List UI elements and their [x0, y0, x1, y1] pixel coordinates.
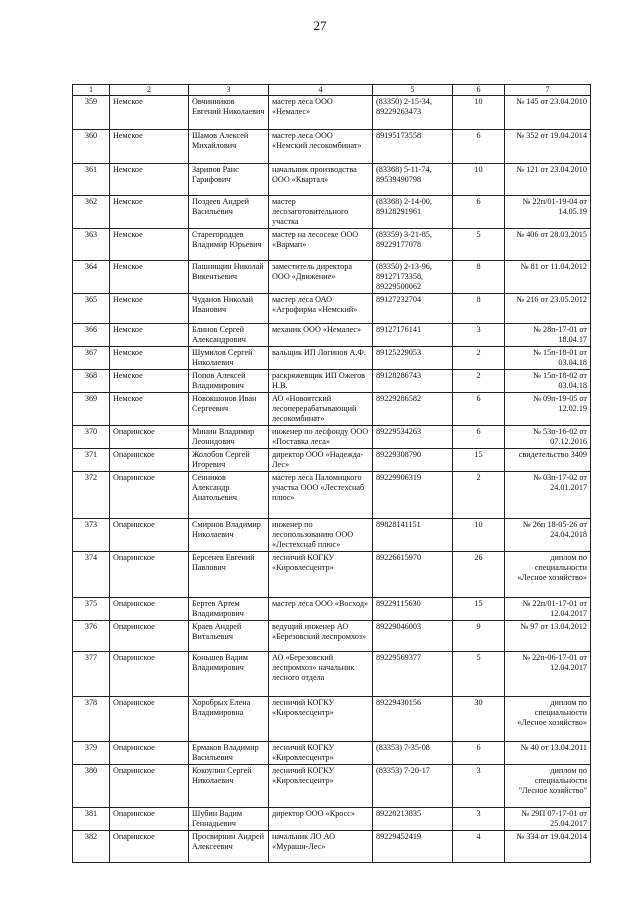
phone-cell: (83359) 3-21-85, 89229177078 [373, 228, 453, 260]
forestry-name-cell: Опаринское [110, 696, 189, 741]
table-row [73, 195, 591, 228]
position-employer-cell: мастер лесозаготовительного участка [269, 195, 373, 228]
position-employer-cell: директор ООО «Надежда-Лес» [269, 448, 373, 471]
person-name-cell: Берсенев Евгений Павлович [189, 551, 269, 597]
certificate-cell: № 216 от 23.05.2012 [505, 293, 591, 323]
person-name-cell: Краев Андрей Витальевич [189, 620, 269, 651]
person-name-cell: Шубин Вадим Геннадьевич [189, 807, 269, 830]
experience-years-cell: 4 [453, 830, 505, 862]
phone-cell: (83350) 2-13-96, 89127173358, 89229500062 [373, 260, 453, 293]
forestry-name-cell: Немское [110, 163, 189, 195]
certificate-cell: № 97 от 13.04.2012 [505, 620, 591, 651]
position-employer-cell: АО «Новоятский лесоперерабатывающий лесокомбинат» [269, 392, 373, 425]
position-employer-cell: директор ООО «Кросс» [269, 807, 373, 830]
forestry-name-cell: Немское [110, 323, 189, 346]
row-number-cell: 363 [73, 228, 110, 260]
experience-years-cell: 2 [453, 369, 505, 392]
forestry-name-cell: Опаринское [110, 620, 189, 651]
phone-cell: 89127232704 [373, 293, 453, 323]
certificate-cell: № 26п 18-05-26 от 24.04.2018 [505, 518, 591, 551]
column-header: 2 [110, 85, 189, 96]
person-name-cell: Шумилов Сергей Николаевич [189, 346, 269, 369]
certificate-cell: № 03п-17-02 от 24.01.2017 [505, 471, 591, 518]
forestry-name-cell: Опаринское [110, 597, 189, 620]
position-employer-cell: мастер леса ООО «Немалес» [269, 95, 373, 129]
certificate-cell: № 09п-19-05 от 12.02.19 [505, 392, 591, 425]
table-row [73, 260, 591, 293]
forestry-name-cell: Опаринское [110, 807, 189, 830]
person-name-cell: Новокшонов Иван Сергеевич [189, 392, 269, 425]
column-header: 4 [269, 85, 373, 96]
position-employer-cell: лесничий КОГКУ «Кировлесцентр» [269, 696, 373, 741]
position-employer-cell: вальщик ИП Логинов А.Ф. [269, 346, 373, 369]
certificate-cell: диплом по специальности «Лесное хозяйство» [505, 551, 591, 597]
position-employer-cell: мастер леса ОАО «Агрофирма «Немский» [269, 293, 373, 323]
experience-years-cell: 2 [453, 346, 505, 369]
table-row [73, 323, 591, 346]
table-row [73, 651, 591, 696]
column-header: 5 [373, 85, 453, 96]
person-name-cell: Поздеев Андрей Васильевич [189, 195, 269, 228]
table-row [73, 129, 591, 163]
experience-years-cell: 10 [453, 163, 505, 195]
forestry-name-cell: Опаринское [110, 551, 189, 597]
experience-years-cell: 15 [453, 597, 505, 620]
position-employer-cell: лесничий КОГКУ «Кировлесцентр» [269, 551, 373, 597]
position-employer-cell: начальник производства ООО «Квартал» [269, 163, 373, 195]
experience-years-cell: 3 [453, 323, 505, 346]
row-number-cell: 377 [73, 651, 110, 696]
certificate-cell: № 53п-16-02 от 07.12.2016 [505, 425, 591, 448]
experience-years-cell: 6 [453, 195, 505, 228]
forestry-name-cell: Немское [110, 369, 189, 392]
phone-cell: 89828141151 [373, 518, 453, 551]
column-header: 1 [73, 85, 110, 96]
certificate-cell: № 406 от 28.03.2015 [505, 228, 591, 260]
position-employer-cell: мастер леса ООО «Восход» [269, 597, 373, 620]
person-name-cell: Ермаков Владимир Васильевич [189, 741, 269, 764]
forestry-name-cell: Опаринское [110, 518, 189, 551]
table-row [73, 741, 591, 764]
forestry-name-cell: Опаринское [110, 741, 189, 764]
experience-years-cell: 5 [453, 651, 505, 696]
position-employer-cell: мастер леса ООО «Немский лесокомбинат» [269, 129, 373, 163]
row-number-cell: 364 [73, 260, 110, 293]
forestry-name-cell: Опаринское [110, 471, 189, 518]
certificate-cell: № 81 от 11.04.2012 [505, 260, 591, 293]
certificate-cell: № 28п-17-01 от 18.04.17 [505, 323, 591, 346]
forestry-name-cell: Опаринское [110, 764, 189, 807]
table-row [73, 95, 591, 129]
experience-years-cell: 6 [453, 425, 505, 448]
person-name-cell: Чуданов Николай Иванович [189, 293, 269, 323]
table-row [73, 425, 591, 448]
table-row [73, 228, 591, 260]
phone-cell: 89229115630 [373, 597, 453, 620]
forestry-name-cell: Опаринское [110, 830, 189, 862]
row-number-cell: 373 [73, 518, 110, 551]
person-name-cell: Попов Алексей Владимирович [189, 369, 269, 392]
phone-cell: (83350) 2-15-34, 89229263473 [373, 95, 453, 129]
person-name-cell: Зарипов Ранс Гарифович [189, 163, 269, 195]
page-number: 27 [313, 18, 327, 33]
certificate-cell: № 22п/01-17-01 от 12.04.2017 [505, 597, 591, 620]
row-number-cell: 380 [73, 764, 110, 807]
position-employer-cell: АО «Березовский леспромхоз» начальник лесного отдела [269, 651, 373, 696]
experience-years-cell: 10 [453, 95, 505, 129]
person-name-cell: Минин Владимир Леонидович [189, 425, 269, 448]
phone-cell: 89229308790 [373, 448, 453, 471]
person-name-cell: Коньшев Вадим Владимирович [189, 651, 269, 696]
phone-cell: 89226615970 [373, 551, 453, 597]
certificate-cell: № 22п-06-17-01 от 12.04.2017 [505, 651, 591, 696]
position-employer-cell: инженер по лесфонду ООО «Поставка леса» [269, 425, 373, 448]
phone-cell: 89220213835 [373, 807, 453, 830]
position-employer-cell: мастер на лесосеке ООО «Вармап» [269, 228, 373, 260]
phone-cell: 89128286743 [373, 369, 453, 392]
table-row [73, 471, 591, 518]
phone-cell: 89229046003 [373, 620, 453, 651]
forestry-name-cell: Немское [110, 260, 189, 293]
column-number-row [73, 85, 591, 96]
certificate-cell: № 145 от 23.04.2010 [505, 95, 591, 129]
phone-cell: 89229906319 [373, 471, 453, 518]
person-name-cell: Овчинников Евгений Николаевич [189, 95, 269, 129]
certificate-cell: свидетельство 3409 [505, 448, 591, 471]
row-number-cell: 368 [73, 369, 110, 392]
forestry-name-cell: Опаринское [110, 425, 189, 448]
position-employer-cell: раскряжевщик ИП Ожегов Н.В. [269, 369, 373, 392]
row-number-cell: 365 [73, 293, 110, 323]
experience-years-cell: 5 [453, 228, 505, 260]
experience-years-cell: 6 [453, 129, 505, 163]
position-employer-cell: инженер по лесопользованию ООО «Лестехснаб плюс» [269, 518, 373, 551]
person-name-cell: Жолобов Сергей Игоревич [189, 448, 269, 471]
row-number-cell: 382 [73, 830, 110, 862]
column-header: 7 [505, 85, 591, 96]
row-number-cell: 361 [73, 163, 110, 195]
experience-years-cell: 3 [453, 807, 505, 830]
person-name-cell: Хоробрых Елена Владимировна [189, 696, 269, 741]
certificate-cell: № 15п-18-01 от 03.04.18 [505, 346, 591, 369]
position-employer-cell: лесничий КОГКУ «Кировлесцентр» [269, 764, 373, 807]
person-name-cell: Смирнов Владимир Николаевич [189, 518, 269, 551]
row-number-cell: 362 [73, 195, 110, 228]
certificate-cell: № 15п-18-02 от 03.04.18 [505, 369, 591, 392]
table-row [73, 830, 591, 862]
forestry-name-cell: Немское [110, 346, 189, 369]
experience-years-cell: 10 [453, 518, 505, 551]
phone-cell: 89229430156 [373, 696, 453, 741]
forestry-name-cell: Немское [110, 129, 189, 163]
person-name-cell: Старегородцев Владимир Юрьевич [189, 228, 269, 260]
phone-cell: 89195173558 [373, 129, 453, 163]
phone-cell: 89127176141 [373, 323, 453, 346]
certificate-cell: № 334 от 19.04.2014 [505, 830, 591, 862]
experience-years-cell: 15 [453, 448, 505, 471]
table-row [73, 807, 591, 830]
row-number-cell: 381 [73, 807, 110, 830]
person-name-cell: Просвирнин Андрей Алексеевич [189, 830, 269, 862]
row-number-cell: 378 [73, 696, 110, 741]
certificate-cell: диплом по специальности "Лесное хозяйство" [505, 764, 591, 807]
position-employer-cell: начальник ЛО АО «Мураши-Лес» [269, 830, 373, 862]
table-row [73, 764, 591, 807]
table-row [73, 369, 591, 392]
certificate-cell: № 29П 07-17-01 от 25.04.2017 [505, 807, 591, 830]
experience-years-cell: 6 [453, 392, 505, 425]
experience-years-cell: 30 [453, 696, 505, 741]
position-employer-cell: лесничий КОГКУ «Кировлесцентр» [269, 741, 373, 764]
row-number-cell: 374 [73, 551, 110, 597]
forestry-name-cell: Немское [110, 195, 189, 228]
phone-cell: (83368) 5-11-74, 89539490798 [373, 163, 453, 195]
person-name-cell: Пашнищин Николай Викентьевич [189, 260, 269, 293]
certificate-cell: № 352 от 19.04.2014 [505, 129, 591, 163]
row-number-cell: 379 [73, 741, 110, 764]
experience-years-cell: 8 [453, 260, 505, 293]
row-number-cell: 360 [73, 129, 110, 163]
position-employer-cell: механик ООО «Немалес» [269, 323, 373, 346]
forestry-name-cell: Немское [110, 228, 189, 260]
column-header: 6 [453, 85, 505, 96]
row-number-cell: 359 [73, 95, 110, 129]
person-name-cell: Бертев Артем Владимирович [189, 597, 269, 620]
forestry-name-cell: Немское [110, 95, 189, 129]
experience-years-cell: 8 [453, 293, 505, 323]
table-row [73, 620, 591, 651]
forestry-name-cell: Немское [110, 293, 189, 323]
table-row [73, 696, 591, 741]
table-row [73, 346, 591, 369]
forester-registry-table [72, 84, 591, 863]
experience-years-cell: 26 [453, 551, 505, 597]
forestry-name-cell: Опаринское [110, 651, 189, 696]
phone-cell: 89229534263 [373, 425, 453, 448]
position-employer-cell: ведущий инженер АО «Березовский леспромхоз» [269, 620, 373, 651]
certificate-cell: диплом по специальности «Лесное хозяйство» [505, 696, 591, 741]
row-number-cell: 372 [73, 471, 110, 518]
forestry-name-cell: Немское [110, 392, 189, 425]
experience-years-cell: 6 [453, 741, 505, 764]
table-row [73, 551, 591, 597]
table-row [73, 392, 591, 425]
forestry-name-cell: Опаринское [110, 448, 189, 471]
table-row [73, 597, 591, 620]
phone-cell: 89229452419 [373, 830, 453, 862]
person-name-cell: Шамов Алексей Михайлович [189, 129, 269, 163]
certificate-cell: № 121 от 23.04.2010 [505, 163, 591, 195]
row-number-cell: 376 [73, 620, 110, 651]
phone-cell: (83353) 7-20-17 [373, 764, 453, 807]
phone-cell: 89125229053 [373, 346, 453, 369]
table-row [73, 518, 591, 551]
row-number-cell: 366 [73, 323, 110, 346]
phone-cell: (83353) 7-35-08 [373, 741, 453, 764]
phone-cell: 89229286582 [373, 392, 453, 425]
certificate-cell: № 22п/01-19-04 от 14.05.19 [505, 195, 591, 228]
person-name-cell: Кокоулин Сергей Николаевич [189, 764, 269, 807]
row-number-cell: 369 [73, 392, 110, 425]
position-employer-cell: мастер леса Паломицкого участка ООО «Лестехснаб плюс» [269, 471, 373, 518]
row-number-cell: 371 [73, 448, 110, 471]
phone-cell: 89229569377 [373, 651, 453, 696]
certificate-cell: № 40 от 13.04.2011 [505, 741, 591, 764]
phone-cell: (83368) 2-14-00, 89128291961 [373, 195, 453, 228]
person-name-cell: Блинов Сергей Александрович [189, 323, 269, 346]
experience-years-cell: 2 [453, 471, 505, 518]
table-row [73, 293, 591, 323]
row-number-cell: 370 [73, 425, 110, 448]
experience-years-cell: 9 [453, 620, 505, 651]
person-name-cell: Сенников Александр Анатольевич [189, 471, 269, 518]
table-row [73, 163, 591, 195]
experience-years-cell: 3 [453, 764, 505, 807]
position-employer-cell: заместитель директора ООО «Движение» [269, 260, 373, 293]
column-header: 3 [189, 85, 269, 96]
row-number-cell: 367 [73, 346, 110, 369]
row-number-cell: 375 [73, 597, 110, 620]
table-row [73, 448, 591, 471]
